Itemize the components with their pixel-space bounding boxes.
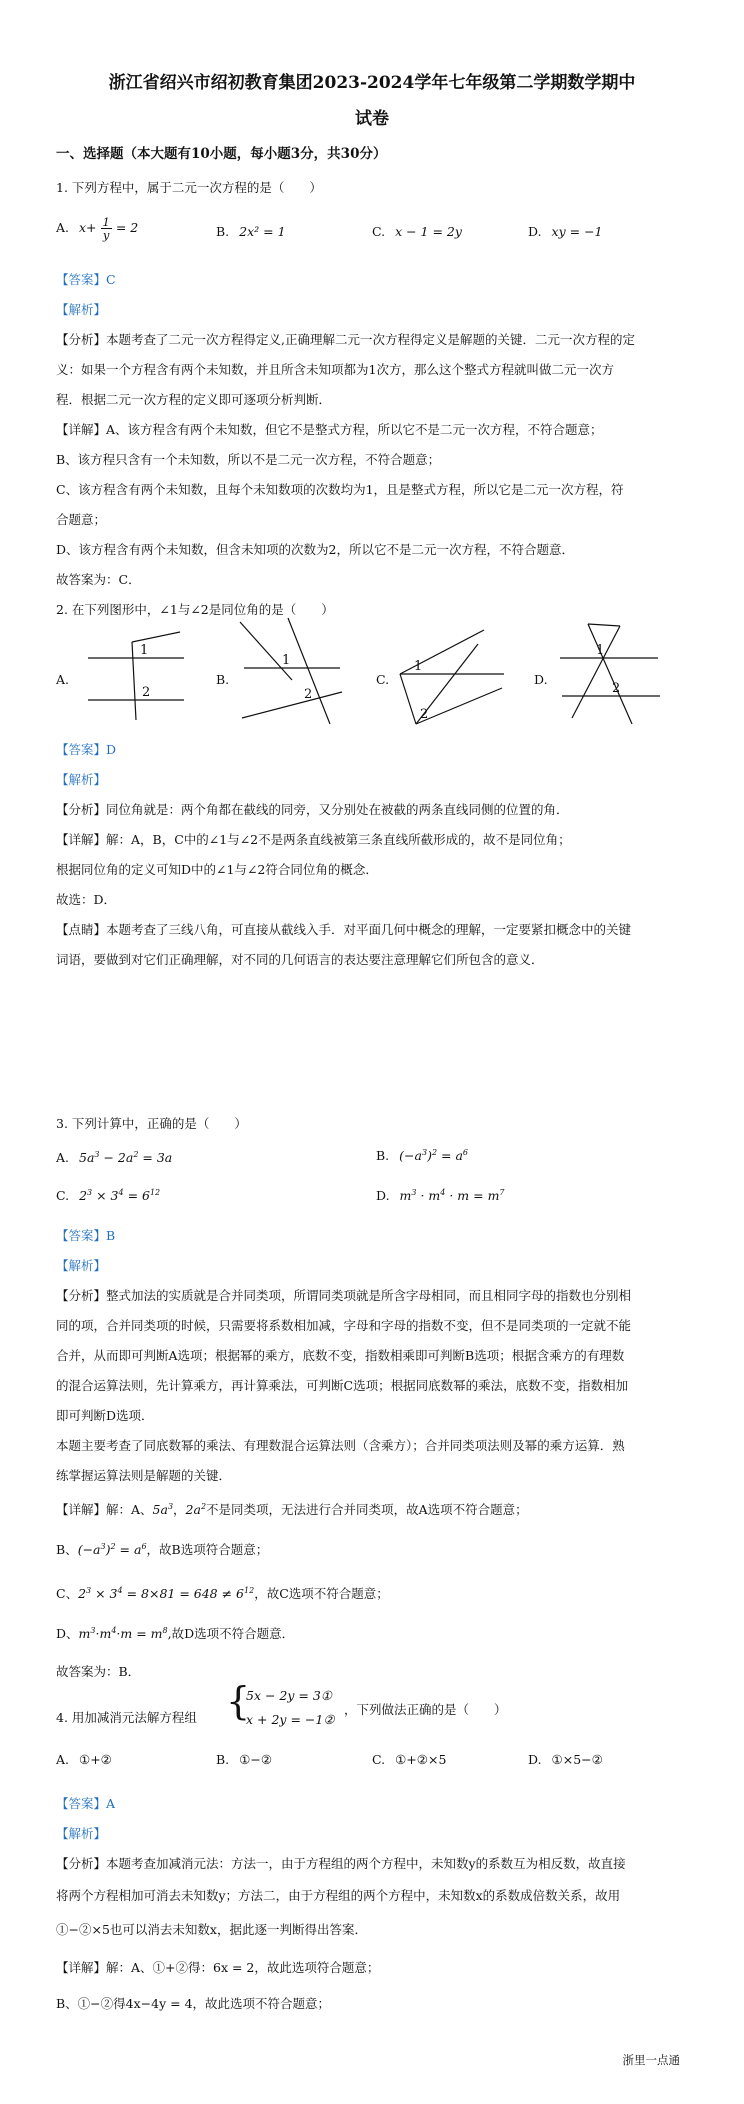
q1-option-b [216, 224, 286, 239]
q2-label-a: A. [56, 672, 70, 687]
q2-label-d: D. [534, 672, 548, 687]
angle-2: 2 [142, 685, 151, 700]
q2-jiexi: 【解析】 [56, 772, 107, 787]
brace-icon: { [226, 1679, 251, 1723]
q1-detail: D、该方程含有两个未知数，但含未知项的次数为2，所以它不是二元一次方程，不符合题意． [56, 542, 574, 557]
option-label: A. [56, 1752, 70, 1767]
q4-jiexi: 【解析】 [56, 1826, 107, 1841]
q3-answer: 【答案】B [56, 1228, 116, 1243]
q3-detail-b [56, 1540, 268, 1558]
line [242, 692, 342, 718]
q3-analysis: 合并，从而即可判断A选项；根据幂的乘方，底数不变，指数相乘即可判断B选项；根据含乘方的有理数 [56, 1348, 625, 1363]
line [416, 688, 502, 724]
fraction [101, 216, 112, 241]
detail-prefix: D、 [56, 1626, 79, 1641]
option-text: ①+②×5 [395, 1752, 447, 1767]
q4-eq1: 5x − 2y = 3① [246, 1688, 333, 1703]
q4-option-c [372, 1752, 446, 1767]
detail-text: 不是同类项，无法进行合并同类项 [206, 1502, 394, 1517]
math-expr: $5a^3$ [152, 1501, 174, 1517]
q2-comment: 词语，要做到对它们正确理解，对不同的几何语言的表达要注意理解它们所包含的意义． [56, 952, 544, 967]
q4-analysis: 将两个方程相加可消去未知数y；方法二，由于方程组的两个方程中，未知数x的系数成倍数关系，故用 [56, 1888, 621, 1903]
option-math: x − 1 = 2y [395, 224, 462, 239]
detail-text: ,故D选项不符合题意． [167, 1626, 295, 1641]
line [132, 632, 180, 642]
detail-prefix: C、 [56, 1586, 79, 1601]
math-expr: $2a^2$ [185, 1501, 207, 1517]
q1-detail: C、该方程含有两个未知数，且每个未知数项的次数均为1，且是整式方程，所以它是二元一次方程，符 [56, 482, 624, 497]
q4-stem-post: ，下列做法正确的是（ ） [344, 1702, 507, 1717]
option-text: ①+② [79, 1752, 112, 1767]
q3-option-d [376, 1188, 505, 1203]
detail-text: ，故A选项不符合题意； [393, 1502, 528, 1517]
option-a-lhs: x+ [79, 220, 97, 236]
line [588, 624, 620, 626]
q4-option-d [528, 1752, 603, 1767]
angle-2: 2 [420, 707, 429, 722]
q2-detail: 【详解】解：A，B，C中的∠1与∠2不是两条直线被第三条直线所截形成的，故不是同位角； [56, 832, 571, 847]
angle-1: 1 [282, 653, 291, 668]
q1-option-d [528, 224, 603, 239]
option-text: ①×5−② [551, 1752, 603, 1767]
q1-detail: B、该方程只含有一个未知数，所以不是二元一次方程，不符合题意； [56, 452, 441, 467]
q1-conclusion: 故答案为：C． [56, 572, 141, 587]
q1-detail: 【详解】A、该方程含有两个未知数，但它不是整式方程，所以它不是二元一次方程，不符合题意； [56, 422, 603, 437]
q2-conclusion: 故选：D． [56, 892, 117, 907]
option-label: B. [376, 1148, 390, 1164]
q1-analysis: 义：如果一个方程含有两个未知数，并且所含未知项都为1次方，那么这个整式方程就叫做二元一次方 [56, 362, 614, 377]
math-expr: $m^3\cdot m^4\cdot m = m^8$ [78, 1625, 168, 1641]
line [288, 618, 330, 724]
q2-detail: 根据同位角的定义可知D中的∠1与∠2符合同位角的概念． [56, 862, 378, 877]
option-label: C. [372, 1752, 386, 1767]
option-math: $2^3 \times 3^4 = 6^{12}$ [79, 1188, 161, 1204]
q4-option-a [56, 1752, 112, 1767]
section-heading: 一、选择题（本大题有10小题，每小题3分，共30分） [56, 146, 387, 162]
option-a-rhs: = 2 [115, 220, 139, 236]
angle-2: 2 [612, 681, 621, 696]
q1-jiexi: 【解析】 [56, 302, 107, 317]
fraction-num: 1 [102, 215, 110, 229]
detail-prefix: B、 [56, 1542, 78, 1557]
q1-analysis: 程．根据二元一次方程的定义即可逐项分析判断． [56, 392, 332, 407]
angle-2: 2 [304, 687, 313, 702]
detail-text: ，故C选项不符合题意； [254, 1586, 389, 1601]
q2-comment: 【点睛】本题考查了三线八角，可直接从截线入手．对平面几何中概念的理解，一定要紧扣概念中的关键 [56, 922, 632, 937]
q3-option-b [376, 1148, 468, 1163]
q3-stem: 3. 下列计算中，正确的是（ ） [56, 1116, 247, 1131]
angle-1: 1 [414, 659, 423, 674]
q3-analysis: 同的项，合并同类项的时候，只需要将系数相加减，字母和字母的指数不变，但不是同类项的一定就不能 [56, 1318, 632, 1333]
q1-stem: 1. 下列方程中，属于二元一次方程的是（ ） [56, 180, 322, 195]
q2-label-b: B. [216, 672, 230, 687]
option-math: $m^3 \cdot m^4 \cdot m = m^7$ [399, 1188, 505, 1204]
line [240, 622, 292, 680]
q4-eq2: x + 2y = −1② [246, 1712, 335, 1727]
q2-figure-c [392, 618, 512, 728]
option-label: C. [372, 224, 386, 239]
q3-conclusion: 故答案为：B． [56, 1664, 141, 1679]
detail-prefix: 【详解】解：A、 [56, 1502, 153, 1517]
option-math: 2x² = 1 [239, 224, 286, 239]
q3-detail-d [56, 1624, 294, 1642]
q4-stem-pre: 4. 用加减消元法解方程组 [56, 1710, 197, 1725]
q4-answer: 【答案】A [56, 1796, 116, 1811]
option-label: D. [376, 1188, 390, 1204]
q4-detail: B、①−②得4x−4y = 4，故此选项不符合题意； [56, 1996, 331, 2011]
q2-stem: 2. 在下列图形中，∠1与∠2是同位角的是（ ） [56, 602, 334, 617]
option-label: C. [56, 1188, 70, 1204]
page-title: 浙江省绍兴市绍初教育集团2023-2024学年七年级第二学期数学期中 [108, 73, 636, 93]
line [132, 642, 136, 720]
q4-analysis: 【分析】本题考查加减消元法：方法一，由于方程组的两个方程中，未知数y的系数互为相反数，故直接 [56, 1856, 626, 1871]
option-label: D. [528, 224, 542, 239]
q2-figure-d [552, 616, 672, 728]
fraction-den: y [102, 228, 110, 243]
angle-1: 1 [596, 643, 605, 658]
option-math: xy = −1 [551, 224, 603, 239]
page-footer: 浙里一点通 [622, 2053, 680, 2067]
option-label: D. [528, 1752, 542, 1767]
q2-figure-a [74, 618, 194, 728]
q3-analysis: 本题主要考查了同底数幂的乘法、有理数混合运算法则（含乘方）；合并同类项法则及幂的乘方运算．熟 [56, 1438, 625, 1453]
q3-analysis: 的混合运算法则，先计算乘方，再计算乘法，可判断C选项；根据同底数幂的乘法，底数不变，指数相加 [56, 1378, 629, 1393]
q1-answer: 【答案】C [56, 272, 116, 287]
option-text: ①−② [239, 1752, 273, 1767]
math-expr: $2^3 \times 3^4 = 8\times 81 = 648 \ne 6^{12}$ [78, 1585, 255, 1601]
q3-analysis: 练掌握运算法则是解题的关键． [56, 1468, 232, 1483]
q1-detail: 合题意； [56, 512, 107, 527]
q3-option-a [56, 1150, 172, 1165]
angle-1: 1 [140, 643, 149, 658]
line [572, 626, 620, 718]
q2-answer: 【答案】D [56, 742, 117, 757]
q3-detail-c [56, 1584, 389, 1602]
page-title-line2: 试卷 [355, 109, 389, 129]
q2-analysis: 【分析】同位角就是：两个角都在截线的同旁，又分别处在被截的两条直线同侧的位置的角． [56, 802, 569, 817]
q4-detail: 【详解】解：A、①+②得：6x = 2，故此选项符合题意； [56, 1960, 380, 1975]
option-math: $5a^3 - 2a^2 = 3a$ [79, 1150, 173, 1166]
option-math: $(-a^3)^2 = a^6$ [399, 1148, 469, 1164]
q1-analysis: 【分析】本题考查了二元一次方程得定义,正确理解二元一次方程得定义是解题的关键．二元一次方程的定 [56, 332, 635, 347]
math-expr: $(-a^3)^2 = a^6$ [77, 1541, 147, 1557]
q3-jiexi: 【解析】 [56, 1258, 107, 1273]
q4-analysis: ①−②×5也可以消去未知数x，据此逐一判断得出答案． [56, 1922, 367, 1937]
line [400, 674, 416, 724]
q4-option-b [216, 1752, 272, 1767]
q3-detail-a: 【详解】解：A、$5a^3$，$2a^2$不是同类项，无法进行合并同类项，故A选项不符合题意； [56, 1501, 528, 1517]
q3-analysis: 【分析】整式加法的实质就是合并同类项，所谓同类项就是所含字母相同，而且相同字母的指数也分别相 [56, 1288, 632, 1303]
q1-option-c [372, 224, 462, 239]
option-label: A. [56, 1150, 70, 1166]
q3-analysis: 即可判断D选项． [56, 1408, 154, 1423]
option-label: A. [56, 220, 70, 236]
q2-figure-b [232, 616, 352, 726]
option-label: B. [216, 224, 230, 239]
q2-label-c: C. [376, 672, 390, 687]
option-label: B. [216, 1752, 230, 1767]
detail-text: ，故B选项符合题意； [146, 1542, 269, 1557]
q3-option-c [56, 1188, 160, 1203]
q1-option-a [56, 216, 138, 241]
